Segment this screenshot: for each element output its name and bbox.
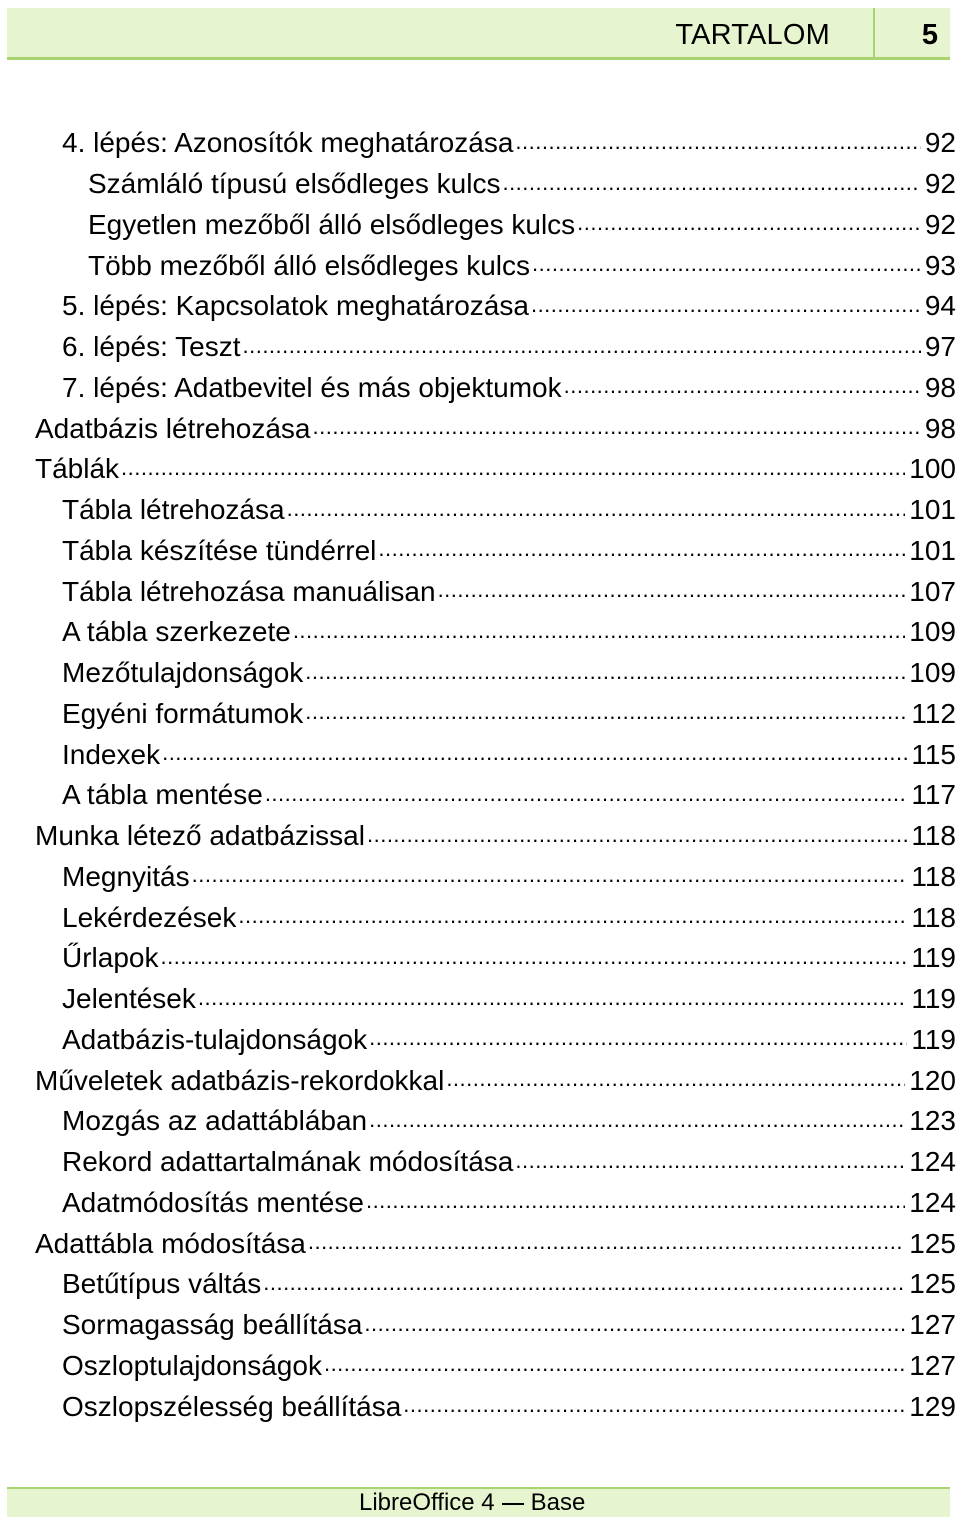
toc-entry-title: Munka létező adatbázissal <box>35 820 365 852</box>
toc-entry-title: Műveletek adatbázis-rekordokkal <box>35 1064 445 1096</box>
toc-dot-leader <box>515 129 920 164</box>
toc-entry-page: 107 <box>909 575 956 607</box>
toc-entry-page: 115 <box>911 738 956 770</box>
toc-entry-title: Több mezőből álló elsődleges kulcs <box>88 249 531 281</box>
toc-dot-leader <box>531 292 921 327</box>
toc-dot-leader <box>287 496 906 531</box>
toc-entry[interactable] <box>0 449 960 490</box>
toc-entry-page: 98 <box>924 412 956 444</box>
toc-dot-leader <box>162 740 907 775</box>
toc-dot-leader <box>403 1392 905 1427</box>
toc-dot-leader <box>192 862 908 897</box>
toc-dot-leader <box>263 1270 905 1305</box>
page-footer <box>7 1487 950 1517</box>
toc-entry-page: 93 <box>924 249 956 281</box>
toc-entry-title: Egyéni formátumok <box>62 697 304 729</box>
toc-entry-page: 118 <box>911 860 956 892</box>
toc-entry-page: 119 <box>911 983 956 1015</box>
toc-entry[interactable] <box>0 1264 960 1305</box>
toc-entry[interactable] <box>0 938 960 979</box>
toc-entry[interactable] <box>0 327 960 368</box>
toc-entry-title: Egyetlen mezőből álló elsődleges kulcs <box>88 208 576 240</box>
toc-dot-leader <box>160 944 907 979</box>
toc-entry-page: 109 <box>909 657 956 689</box>
toc-entry-page: 92 <box>924 127 956 159</box>
toc-dot-leader <box>198 985 907 1020</box>
toc-dot-leader <box>293 618 905 653</box>
toc-entry-page: 100 <box>909 453 956 485</box>
toc-dot-leader <box>313 414 921 449</box>
toc-dot-leader <box>265 781 908 816</box>
toc-entry[interactable] <box>0 897 960 938</box>
toc-entry-title: Táblák <box>35 453 120 485</box>
toc-entry-title: Adatbázis-tulajdonságok <box>62 1023 368 1055</box>
toc-entry-title: Űrlapok <box>62 942 159 974</box>
toc-entry-title: 7. lépés: Adatbevitel és más objektumok <box>62 371 562 403</box>
toc-entry-page: 123 <box>909 1105 956 1137</box>
toc-entry-page: 125 <box>909 1227 956 1259</box>
toc-entry-page: 101 <box>909 494 956 526</box>
toc-entry[interactable] <box>0 1060 960 1101</box>
toc-dot-leader <box>502 170 920 205</box>
toc-entry[interactable] <box>0 1183 960 1224</box>
toc-entry[interactable] <box>0 164 960 205</box>
toc-entry-title: 5. lépés: Kapcsolatok meghatározása <box>62 290 529 322</box>
toc-entry[interactable] <box>0 979 960 1020</box>
header-separator <box>873 8 875 57</box>
toc-entry-title: Indexek <box>62 738 161 770</box>
footer-dash <box>502 1503 524 1505</box>
toc-entry-page: 112 <box>911 697 956 729</box>
toc-entry-title: Adatmódosítás mentése <box>62 1186 364 1218</box>
toc-entry-title: Oszloptulajdonságok <box>62 1349 322 1381</box>
toc-dot-leader <box>367 822 907 857</box>
toc-dot-leader <box>369 1107 905 1142</box>
toc-entry-page: 124 <box>909 1186 956 1218</box>
toc-dot-leader <box>366 1188 905 1223</box>
toc-entry-page: 129 <box>909 1390 956 1422</box>
toc-entry[interactable] <box>0 612 960 653</box>
toc-entry-title: Tábla készítése tündérrel <box>62 534 377 566</box>
toc-entry[interactable] <box>0 816 960 857</box>
toc-entry-title: Betűtípus váltás <box>62 1268 262 1300</box>
toc-entry-page: 125 <box>909 1268 956 1300</box>
toc-entry-title: Sormagasság beállítása <box>62 1309 363 1341</box>
toc-dot-leader <box>308 1229 905 1264</box>
toc-dot-leader <box>364 1311 905 1346</box>
chapter-title: TARTALOM <box>675 19 830 51</box>
toc-entry-page: 120 <box>909 1064 956 1096</box>
footer-product: LibreOffice 4 <box>359 1489 495 1516</box>
toc-entry[interactable] <box>0 205 960 246</box>
toc-entry[interactable] <box>0 1142 960 1183</box>
toc-entry[interactable] <box>0 286 960 327</box>
toc-entry-title: 6. lépés: Teszt <box>62 331 241 363</box>
toc-entry[interactable] <box>0 1101 960 1142</box>
toc-dot-leader <box>121 455 905 490</box>
toc-entry-page: 127 <box>909 1349 956 1381</box>
toc-dot-leader <box>446 1066 905 1101</box>
toc-entry-title: Lekérdezések <box>62 901 237 933</box>
toc-dot-leader <box>305 659 905 694</box>
toc-entry[interactable] <box>0 531 960 572</box>
toc-entry-page: 124 <box>909 1146 956 1178</box>
toc-entry-page: 98 <box>924 371 956 403</box>
toc-entry-title: 4. lépés: Azonosítók meghatározása <box>62 127 514 159</box>
toc-entry[interactable] <box>0 857 960 898</box>
toc-entry-page: 119 <box>911 1023 956 1055</box>
table-of-contents <box>0 123 960 1427</box>
toc-dot-leader <box>369 1025 907 1060</box>
toc-entry-title: Mozgás az adattáblában <box>62 1105 368 1137</box>
toc-entry[interactable] <box>0 408 960 449</box>
toc-entry[interactable] <box>0 1223 960 1264</box>
toc-entry-title: Számláló típusú elsődleges kulcs <box>88 168 501 200</box>
toc-entry[interactable] <box>0 1020 960 1061</box>
toc-entry-title: Adattábla módosítása <box>35 1227 306 1259</box>
toc-dot-leader <box>577 210 921 245</box>
toc-dot-leader <box>324 1351 905 1386</box>
toc-entry-page: 97 <box>924 331 956 363</box>
toc-entry[interactable] <box>0 1386 960 1427</box>
toc-entry-title: Jelentések <box>62 983 196 1015</box>
toc-dot-leader <box>305 699 907 734</box>
toc-entry[interactable] <box>0 734 960 775</box>
toc-dot-leader <box>515 1148 905 1183</box>
toc-dot-leader <box>532 251 921 286</box>
toc-entry-page: 119 <box>911 942 956 974</box>
toc-entry-page: 127 <box>909 1309 956 1341</box>
toc-entry-title: Tábla létrehozása <box>62 494 285 526</box>
toc-entry[interactable] <box>0 571 960 612</box>
toc-entry[interactable] <box>0 1305 960 1346</box>
toc-entry-title: A tábla szerkezete <box>62 616 291 648</box>
toc-dot-leader <box>242 333 920 368</box>
page-header <box>7 8 950 60</box>
toc-entry-title: A tábla mentése <box>62 779 263 811</box>
toc-entry[interactable] <box>0 775 960 816</box>
toc-dot-leader <box>238 903 907 938</box>
toc-entry[interactable] <box>0 653 960 694</box>
toc-entry-title: Tábla létrehozása manuálisan <box>62 575 436 607</box>
toc-entry[interactable] <box>0 490 960 531</box>
toc-entry-title: Mezőtulajdonságok <box>62 657 304 689</box>
toc-dot-leader <box>378 536 905 571</box>
toc-dot-leader <box>438 577 906 612</box>
toc-entry[interactable] <box>0 368 960 409</box>
toc-entry-title: Rekord adattartalmának módosítása <box>62 1146 514 1178</box>
toc-entry-title: Megnyitás <box>62 860 190 892</box>
toc-entry-title: Oszlopszélesség beállítása <box>62 1390 402 1422</box>
toc-entry-page: 92 <box>924 168 956 200</box>
toc-entry-title: Adatbázis létrehozása <box>35 412 311 444</box>
toc-entry-page: 109 <box>909 616 956 648</box>
toc-entry[interactable] <box>0 245 960 286</box>
toc-entry-page: 117 <box>911 779 956 811</box>
toc-entry-page: 92 <box>924 208 956 240</box>
toc-entry-page: 118 <box>911 901 956 933</box>
toc-entry-page: 94 <box>924 290 956 322</box>
toc-entry[interactable] <box>0 694 960 735</box>
page-number: 5 <box>921 19 938 51</box>
toc-entry-page: 118 <box>911 820 956 852</box>
toc-entry[interactable] <box>0 1346 960 1387</box>
toc-entry[interactable] <box>0 123 960 164</box>
footer-text <box>359 1490 585 1516</box>
toc-entry-page: 101 <box>909 534 956 566</box>
footer-module: Base <box>530 1489 586 1516</box>
toc-dot-leader <box>564 373 921 408</box>
